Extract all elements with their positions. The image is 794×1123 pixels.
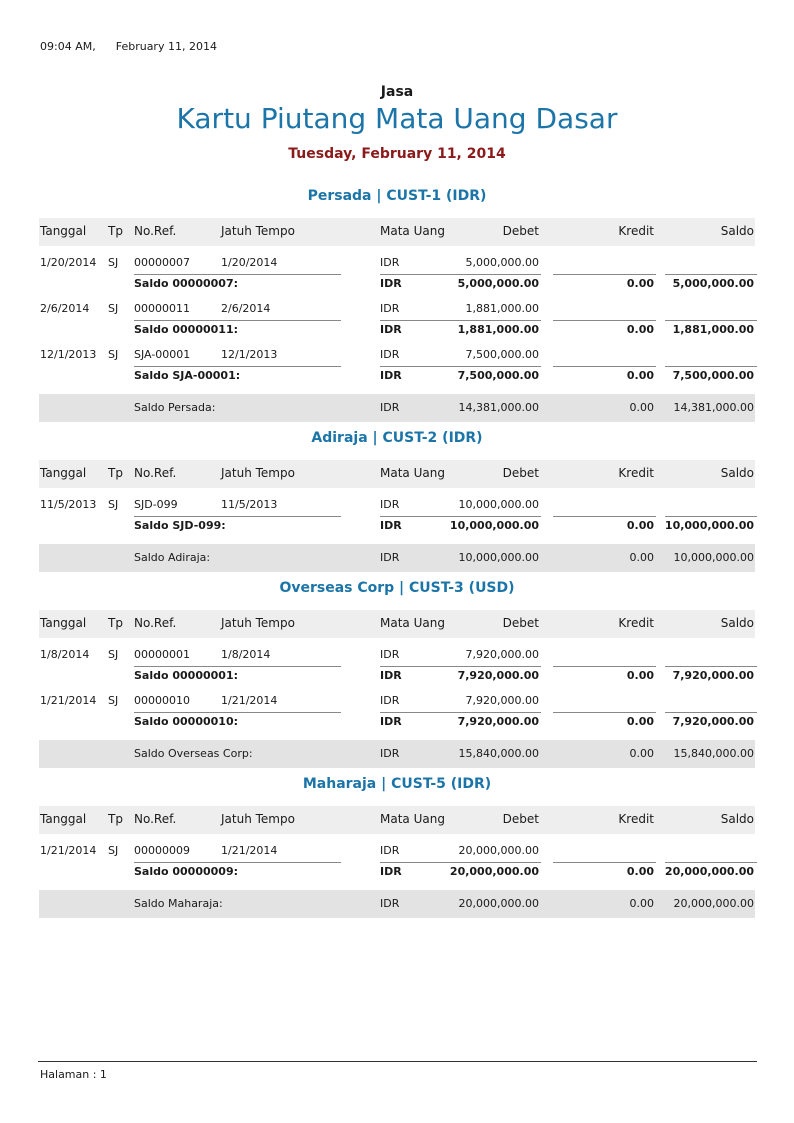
total-kredit: 0.00 [629,897,654,910]
cell-tp: SJ [108,348,119,361]
col-header-kredit: Kredit [618,224,654,238]
column-header-row [39,218,755,246]
cell-debet: 7,500,000.00 [465,348,539,361]
col-header-tp: Tp [108,812,123,826]
total-saldo: 20,000,000.00 [673,897,754,910]
subtotal-saldo: 1,881,000.00 [672,323,754,336]
print-time: 09:04 AM, [40,40,96,53]
saldo-underline-kredit [553,274,656,275]
col-header-tp: Tp [108,466,123,480]
cell-tp: SJ [108,694,119,707]
invoice-group [39,256,755,302]
cell-debet: 1,881,000.00 [465,302,539,315]
saldo-underline-mu [380,712,440,713]
cell-jatuh-tempo: 1/8/2014 [221,648,271,661]
saldo-underline-kredit [553,320,656,321]
subtotal-debet: 5,000,000.00 [457,277,539,290]
footer-divider [38,1061,757,1062]
saldo-underline-kredit [553,516,656,517]
total-mata-uang: IDR [380,401,400,414]
cell-tp: SJ [108,256,119,269]
saldo-underline-saldo [665,320,757,321]
report-title: Kartu Piutang Mata Uang Dasar [176,102,618,135]
subtotal-debet: 7,500,000.00 [457,369,539,382]
page-number: Halaman : 1 [40,1068,107,1081]
col-header-noref: No.Ref. [134,812,177,826]
cell-debet: 7,920,000.00 [465,694,539,707]
cell-tp: SJ [108,844,119,857]
cell-noref: SJA-00001 [134,348,191,361]
cell-jatuh-tempo: 12/1/2013 [221,348,278,361]
cell-tp: SJ [108,302,119,315]
cell-jatuh-tempo: 2/6/2014 [221,302,271,315]
subtotal-mata-uang: IDR [380,369,402,382]
report-date: Tuesday, February 11, 2014 [288,146,506,162]
cell-tp: SJ [108,648,119,661]
col-header-saldo: Saldo [720,224,754,238]
cell-tanggal: 12/1/2013 [40,348,97,361]
cell-jatuh-tempo: 1/21/2014 [221,844,278,857]
saldo-underline-debet [440,516,541,517]
saldo-underline-label [134,516,341,517]
customer-section [39,572,755,768]
saldo-underline-saldo [665,666,757,667]
saldo-underline-label [134,320,341,321]
invoice-group [39,348,755,394]
total-mata-uang: IDR [380,747,400,760]
total-label: Saldo Adiraja: [134,551,211,564]
subtotal-mata-uang: IDR [380,865,402,878]
col-header-mata-uang: Mata Uang [380,466,445,480]
cell-noref: SJD-099 [134,498,178,511]
subtotal-label: Saldo 00000007: [134,277,239,290]
print-timestamp [40,40,217,53]
total-kredit: 0.00 [629,551,654,564]
customer-total-row [39,740,755,768]
subtotal-mata-uang: IDR [380,519,402,532]
cell-tanggal: 1/21/2014 [40,844,97,857]
total-label: Saldo Maharaja: [134,897,223,910]
saldo-underline-kredit [553,862,656,863]
column-header-row [39,806,755,834]
saldo-underline-saldo [665,862,757,863]
cell-tp: SJ [108,498,119,511]
print-date: February 11, 2014 [115,40,217,53]
cell-mata-uang: IDR [380,844,400,857]
total-saldo: 14,381,000.00 [673,401,754,414]
cell-tanggal: 11/5/2013 [40,498,97,511]
subtotal-kredit: 0.00 [626,519,654,532]
cell-debet: 10,000,000.00 [458,498,539,511]
report-body [39,180,755,918]
cell-noref: 00000001 [134,648,190,661]
subtotal-label: Saldo 00000001: [134,669,239,682]
cell-noref: 00000009 [134,844,190,857]
customer-section [39,422,755,572]
cell-mata-uang: IDR [380,348,400,361]
subtotal-saldo: 7,500,000.00 [672,369,754,382]
saldo-underline-label [134,712,341,713]
subtotal-kredit: 0.00 [626,865,654,878]
total-saldo: 10,000,000.00 [673,551,754,564]
total-label: Saldo Overseas Corp: [134,747,253,760]
customer-total-row [39,544,755,572]
cell-tanggal: 2/6/2014 [40,302,90,315]
customer-total-row [39,394,755,422]
total-mata-uang: IDR [380,551,400,564]
total-kredit: 0.00 [629,747,654,760]
col-header-kredit: Kredit [618,616,654,630]
saldo-underline-mu [380,320,440,321]
col-header-tanggal: Tanggal [40,812,87,826]
total-debet: 20,000,000.00 [458,897,539,910]
invoice-group [39,844,755,890]
saldo-underline-mu [380,666,440,667]
cell-tanggal: 1/21/2014 [40,694,97,707]
saldo-underline-saldo [665,712,757,713]
col-header-noref: No.Ref. [134,224,177,238]
total-debet: 10,000,000.00 [458,551,539,564]
col-header-debet: Debet [502,466,539,480]
subtotal-kredit: 0.00 [626,715,654,728]
cell-debet: 20,000,000.00 [458,844,539,857]
col-header-jatuh-tempo: Jatuh Tempo [221,812,295,826]
saldo-underline-label [134,274,341,275]
customer-title: Maharaja | CUST-5 (IDR) [302,776,492,792]
subtotal-debet: 10,000,000.00 [449,519,539,532]
subtotal-label: Saldo SJD-099: [134,519,226,532]
cell-tanggal: 1/20/2014 [40,256,97,269]
subtotal-mata-uang: IDR [380,715,402,728]
col-header-noref: No.Ref. [134,466,177,480]
saldo-underline-mu [380,274,440,275]
col-header-saldo: Saldo [720,466,754,480]
saldo-underline-label [134,862,341,863]
customer-section [39,768,755,918]
subtotal-mata-uang: IDR [380,669,402,682]
saldo-underline-kredit [553,712,656,713]
invoice-group [39,694,755,740]
cell-jatuh-tempo: 11/5/2013 [221,498,278,511]
col-header-kredit: Kredit [618,466,654,480]
customer-total-row [39,890,755,918]
col-header-tanggal: Tanggal [40,466,87,480]
customer-title: Adiraja | CUST-2 (IDR) [311,430,483,446]
subtotal-saldo: 7,920,000.00 [672,715,754,728]
subtotal-saldo: 20,000,000.00 [664,865,754,878]
cell-mata-uang: IDR [380,302,400,315]
cell-debet: 7,920,000.00 [465,648,539,661]
col-header-mata-uang: Mata Uang [380,616,445,630]
invoice-group [39,648,755,694]
customer-title: Persada | CUST-1 (IDR) [307,188,487,204]
saldo-underline-debet [440,862,541,863]
company-name: Jasa [380,84,414,100]
saldo-underline-kredit [553,366,656,367]
subtotal-saldo: 10,000,000.00 [664,519,754,532]
cell-mata-uang: IDR [380,648,400,661]
saldo-underline-saldo [665,366,757,367]
col-header-kredit: Kredit [618,812,654,826]
cell-noref: 00000010 [134,694,190,707]
col-header-tp: Tp [108,224,123,238]
saldo-underline-kredit [553,666,656,667]
saldo-underline-label [134,366,341,367]
subtotal-kredit: 0.00 [626,369,654,382]
saldo-underline-mu [380,516,440,517]
cell-jatuh-tempo: 1/20/2014 [221,256,278,269]
cell-noref: 00000007 [134,256,190,269]
col-header-debet: Debet [502,224,539,238]
column-header-row [39,610,755,638]
subtotal-kredit: 0.00 [626,323,654,336]
invoice-group [39,498,755,544]
cell-noref: 00000011 [134,302,190,315]
saldo-underline-debet [440,366,541,367]
col-header-tp: Tp [108,616,123,630]
saldo-underline-saldo [665,516,757,517]
col-header-mata-uang: Mata Uang [380,224,445,238]
cell-tanggal: 1/8/2014 [40,648,90,661]
column-header-row [39,460,755,488]
subtotal-debet: 7,920,000.00 [457,669,539,682]
cell-debet: 5,000,000.00 [465,256,539,269]
col-header-saldo: Saldo [720,812,754,826]
subtotal-debet: 7,920,000.00 [457,715,539,728]
subtotal-mata-uang: IDR [380,277,402,290]
saldo-underline-debet [440,712,541,713]
saldo-underline-label [134,666,341,667]
total-debet: 14,381,000.00 [458,401,539,414]
cell-mata-uang: IDR [380,694,400,707]
cell-mata-uang: IDR [380,498,400,511]
saldo-underline-saldo [665,274,757,275]
cell-jatuh-tempo: 1/21/2014 [221,694,278,707]
subtotal-mata-uang: IDR [380,323,402,336]
subtotal-saldo: 7,920,000.00 [672,669,754,682]
subtotal-debet: 20,000,000.00 [449,865,539,878]
subtotal-label: Saldo 00000009: [134,865,239,878]
total-kredit: 0.00 [629,401,654,414]
col-header-debet: Debet [502,812,539,826]
col-header-debet: Debet [502,616,539,630]
col-header-jatuh-tempo: Jatuh Tempo [221,616,295,630]
subtotal-kredit: 0.00 [626,669,654,682]
subtotal-debet: 1,881,000.00 [457,323,539,336]
col-header-tanggal: Tanggal [40,616,87,630]
col-header-mata-uang: Mata Uang [380,812,445,826]
subtotal-label: Saldo 00000010: [134,715,239,728]
total-mata-uang: IDR [380,897,400,910]
total-label: Saldo Persada: [134,401,216,414]
subtotal-kredit: 0.00 [626,277,654,290]
cell-mata-uang: IDR [380,256,400,269]
col-header-saldo: Saldo [720,616,754,630]
total-saldo: 15,840,000.00 [673,747,754,760]
customer-title: Overseas Corp | CUST-3 (USD) [279,580,515,596]
subtotal-label: Saldo SJA-00001: [134,369,241,382]
saldo-underline-mu [380,862,440,863]
invoice-group [39,302,755,348]
col-header-jatuh-tempo: Jatuh Tempo [221,224,295,238]
subtotal-saldo: 5,000,000.00 [672,277,754,290]
saldo-underline-mu [380,366,440,367]
subtotal-label: Saldo 00000011: [134,323,239,336]
col-header-tanggal: Tanggal [40,224,87,238]
customer-section [39,180,755,422]
total-debet: 15,840,000.00 [458,747,539,760]
saldo-underline-debet [440,320,541,321]
col-header-jatuh-tempo: Jatuh Tempo [221,466,295,480]
saldo-underline-debet [440,666,541,667]
col-header-noref: No.Ref. [134,616,177,630]
saldo-underline-debet [440,274,541,275]
